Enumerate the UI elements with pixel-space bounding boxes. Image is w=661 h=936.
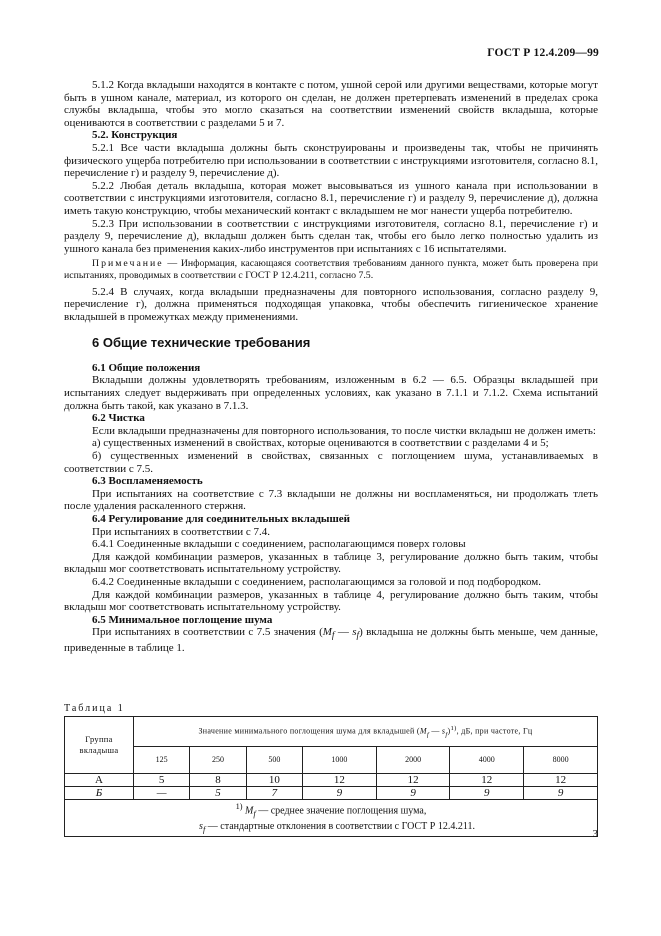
clause-6-5-text [64, 626, 598, 654]
clause-6-4-1: 6.4.1 Соединенные вкладыши с соединением, располагающимся поверх головы [92, 538, 466, 551]
attenuation-header-pre: Значение минимального поглощения шума для вкладышей ( [198, 726, 420, 736]
clause-5-2-2: 5.2.2 Любая деталь вкладыша, которая может высовываться из ушного канала при использовании в соответствии с инструкциями изготовителя, согласно 8.1, перечисление г) и разделу 9, перечисление д), должна иметь такую конструкцию, чтобы механический контакт с вкладышем не мог нанести ущерба потребителю. [64, 179, 598, 217]
footnote-mark: 1) [235, 802, 243, 811]
noise-attenuation-table [64, 716, 598, 837]
freq-header: 500 [246, 746, 302, 773]
clause-6-5-pre: При испытаниях в соответствии с 7.5 значения ( [92, 626, 323, 639]
attenuation-header-s: s [441, 726, 446, 736]
footnote-text-1: — среднее значение поглощения шума, [255, 805, 427, 817]
clause-6-5-post: ) вкладыша не должны быть меньше, чем данные, приведенные в таблице 1. [64, 626, 599, 655]
freq-header: 250 [190, 746, 246, 773]
value-cell: 12 [524, 774, 598, 787]
note [64, 258, 598, 281]
body-text [64, 79, 598, 655]
freq-header: 8000 [524, 746, 598, 773]
heading-5-2: 5.2. Конструкция [92, 129, 178, 142]
footnote-symbol-s-sub: f [202, 825, 206, 835]
freq-header: 1000 [303, 746, 377, 773]
clause-6-5-dash: — [334, 626, 353, 639]
attenuation-header [134, 717, 598, 747]
footnote-line-2 [65, 820, 597, 836]
value-cell: 12 [450, 774, 524, 787]
standard-header: ГОСТ Р 12.4.209—99 [487, 47, 599, 59]
value-cell: 9 [524, 787, 598, 800]
value-cell: 9 [450, 787, 524, 800]
heading-6-2: 6.2 Чистка [92, 412, 145, 425]
page-number: 3 [592, 828, 598, 840]
footnote-line-1 [65, 800, 597, 820]
group-header: Группа вкладыша [65, 717, 134, 774]
heading-6-4: 6.4 Регулирование для соединительных вкладышей [92, 513, 350, 525]
table-footnote-row [65, 800, 598, 837]
value-cell: 12 [376, 774, 450, 787]
table-footnote [65, 800, 598, 837]
clause-5-2-4: 5.2.4 В случаях, когда вкладыши предназначены для повторного использования, согласно разделу 9, перечисление г), должна применяться подходящая упаковка, чтобы обеспечить гигиеническое хранение вкладышей в промежутках между применениями. [64, 285, 598, 323]
attenuation-header-tail: , дБ, при частоте, Гц [456, 726, 533, 736]
attenuation-header-dash: — [429, 726, 442, 736]
footnote-symbol-m-sub: f [253, 809, 256, 819]
value-cell: 7 [246, 787, 302, 800]
clause-6-1-text: Вкладыши должны удовлетворять требованиям, изложенным в 6.2 — 6.5. Образцы вкладышей при испытаниях следует выдерживать при определенных условиях, как указано в 7.1.1 и 7.1.2. Схема испытаний должна быть такой, как указано в 7.1.3. [64, 374, 598, 412]
value-cell: 8 [190, 774, 246, 787]
clause-5-2-3: 5.2.3 При использовании в соответствии с инструкциями изготовителя, согласно 8.1, перечисление г) и разделу 9, перечисление д), вкладыш должен быть сделан так, чтобы его было легко полностью удалить из ушного канала без применения каких-либо инструментов при испытаниях с 16 испытателями. [64, 217, 598, 255]
note-label: Примечание [92, 258, 164, 270]
section-6-title: 6 Общие технические требования [92, 335, 311, 351]
footnote-symbol-s: s [199, 821, 203, 833]
clause-6-4-2-text: Для каждой комбинации размеров, указанных в таблице 4, регулирование должно быть таким, чтобы вкладыш мог соответствовать испытательному устройству. [64, 588, 598, 614]
freq-header: 4000 [450, 746, 524, 773]
heading-6-1: 6.1 Общие положения [92, 361, 201, 374]
symbol-m: M [322, 626, 332, 639]
attenuation-header-m: M [419, 726, 427, 736]
table-caption: Таблица 1 [64, 703, 125, 714]
freq-header: 125 [134, 746, 190, 773]
value-cell: 9 [303, 787, 377, 800]
footnote-text-2: — стандартные отклонения в соответствии с ГОСТ Р 12.4.211. [205, 821, 475, 833]
clause-6-2-item-b: б) существенных изменений в свойствах, связанных с поглощением шума, устанавливаемых в соответствии с 7.5. [64, 450, 598, 475]
clause-6-4-2: 6.4.2 Соединенные вкладыши с соединением, располагающимся за головой и под подбородком. [92, 575, 541, 588]
footnote-symbol-m: M [245, 805, 254, 817]
group-cell: А [65, 774, 134, 787]
clause-6-2-text: Если вкладыши предназначены для повторного использования, то после чистки вкладыш не должен иметь: [92, 424, 596, 437]
symbol-s: s [352, 626, 357, 639]
clause-5-1-2: 5.1.2 Когда вкладыши находятся в контакте с потом, ушной серой или другими веществами, которые могут быть в ушном канале, материал, из которого он сделан, не должен претерпевать изменений в пределах срока службы вкладыша, чтобы это могло сказаться на соответствии изменений свойств вкладыша, которые оцениваются в соответствии с разделами 5 и 7. [64, 79, 598, 129]
value-cell: 5 [134, 774, 190, 787]
value-cell: 9 [376, 787, 450, 800]
value-cell: — [134, 787, 190, 800]
value-cell: 5 [190, 787, 246, 800]
attenuation-header-close: ) [447, 726, 451, 736]
freq-header: 2000 [376, 746, 450, 773]
symbol-m-sub: f [331, 630, 335, 641]
attenuation-header-m-sub: f [426, 730, 430, 738]
heading-6-3: 6.3 Воспламеняемость [92, 475, 203, 488]
clause-6-4-1-text: Для каждой комбинации размеров, указанных в таблице 3, регулирование должно быть таким, чтобы вкладыш мог соответствовать испытательному устройству. [64, 550, 598, 576]
value-cell: 12 [303, 774, 377, 787]
table-row [65, 787, 598, 800]
group-cell: Б [65, 787, 134, 800]
attenuation-header-s-sub: f [445, 730, 448, 738]
value-cell: 10 [246, 774, 302, 787]
note-text: — Информация, касающаяся соответствия требованиям данного пункта, может быть проверена при испытаниях, проводимых в соответствии с ГОСТ Р 12.4.211, согласно 7.5. [64, 258, 598, 281]
heading-6-5: 6.5 Минимальное поглощение шума [92, 613, 273, 626]
attenuation-header-footnote-ref: 1) [450, 724, 457, 732]
clause-6-4-text: При испытаниях в соответствии с 7.4. [92, 525, 271, 538]
clause-6-3-text: При испытаниях на соответствие с 7.3 вкладыши не должны ни воспламеняться, ни продолжать тлеть после удаления раскаленного стержня. [64, 487, 598, 513]
table-row [65, 774, 598, 787]
symbol-s-sub: f [356, 630, 360, 641]
clause-5-2-1: 5.2.1 Все части вкладыша должны быть сконструированы и произведены так, чтобы не причинять физического ущерба потребителю при использовании в соответствии с инструкциями изготовителя, согласно 8.1, перечисление г) и разделу 9, перечисление д). [64, 141, 598, 180]
clause-6-2-item-a: а) существенных изменений в свойствах, которые оцениваются в соответствии с разделами 4 и 5; [92, 437, 549, 450]
